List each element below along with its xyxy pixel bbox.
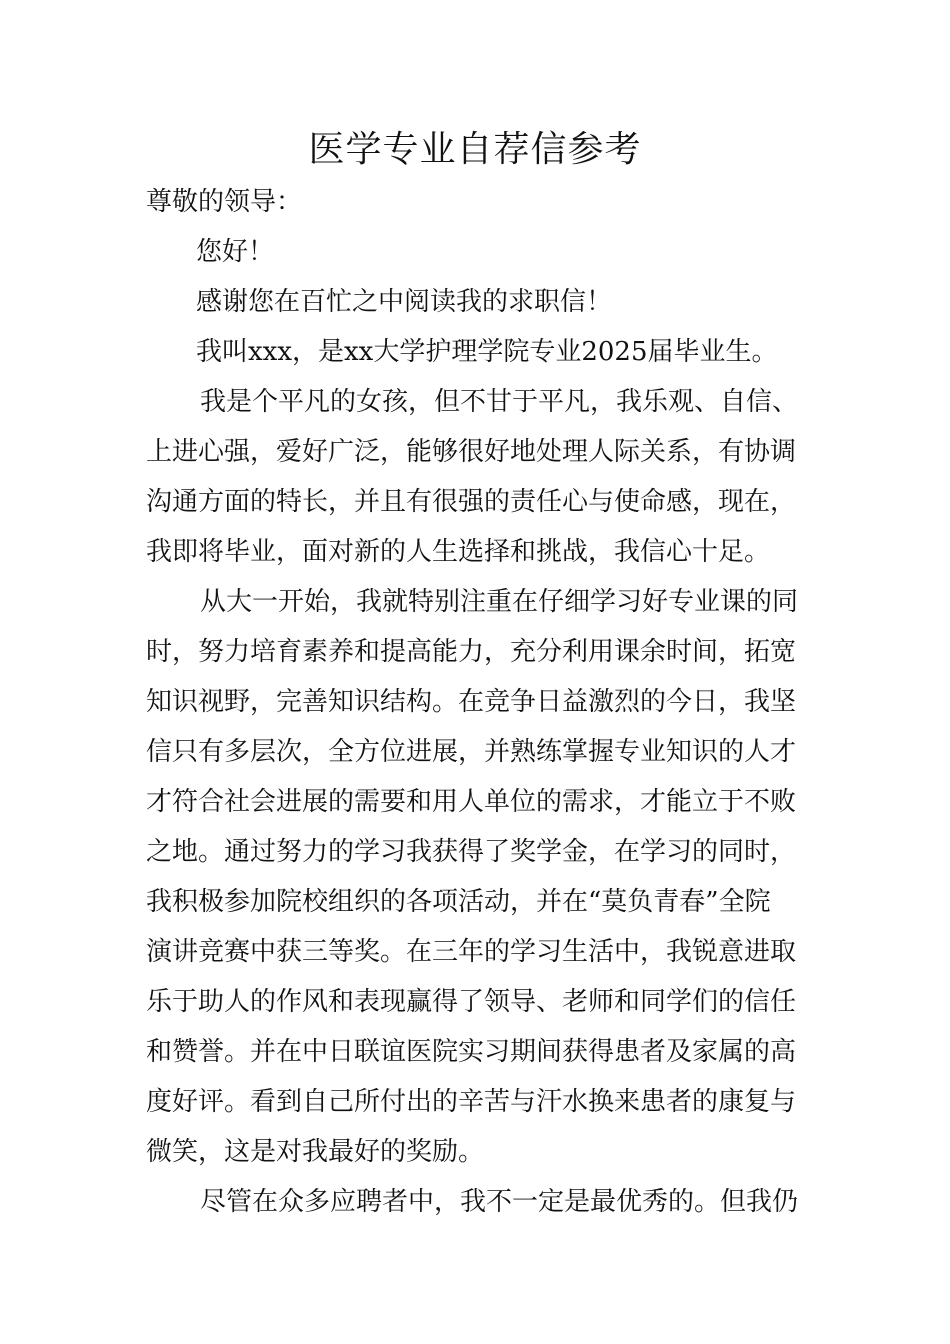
paragraph-2-line-11: 度好评。看到自己所付出的辛苦与汗水换来患者的康复与 bbox=[146, 1087, 797, 1117]
paragraph-2-line-3: 知识视野，完善知识结构。在竞争日益激烈的今日，我坚 bbox=[146, 687, 797, 717]
paragraph-2-line-10: 和赞誉。并在中日联谊医院实习期间获得患者及家属的高 bbox=[146, 1037, 797, 1067]
salutation: 尊敬的领导： bbox=[146, 187, 303, 217]
paragraph-2-line-2: 时，努力培育素养和提高能力，充分利用课余时间，拓宽 bbox=[146, 637, 797, 667]
paragraph-2-line-9: 乐于助人的作风和表现赢得了领导、老师和同学们的信任 bbox=[146, 987, 797, 1017]
thanks-line: 感谢您在百忙之中阅读我的求职信！ bbox=[196, 287, 613, 317]
paragraph-1-line-2: 上进心强，爱好广泛，能够很好地处理人际关系，有协调 bbox=[146, 437, 797, 467]
paragraph-2-line-4: 信只有多层次，全方位进展，并熟练掌握专业知识的人才 bbox=[146, 737, 797, 767]
paragraph-2-line-5: 才符合社会进展的需要和用人单位的需求，才能立于不败 bbox=[146, 787, 797, 817]
intro-line: 我叫xxx，是xx大学护理学院专业2025届毕业生。 bbox=[196, 337, 778, 367]
paragraph-3-line-1: 尽管在众多应聘者中，我不一定是最优秀的。但我仍 bbox=[200, 1187, 799, 1217]
paragraph-1-line-3: 沟通方面的特长，并且有很强的责任心与使命感，现在， bbox=[146, 487, 797, 517]
greeting: 您好！ bbox=[196, 237, 275, 267]
paragraph-1-line-4: 我即将毕业，面对新的人生选择和挑战，我信心十足。 bbox=[146, 537, 771, 567]
paragraph-2-line-1: 从大一开始，我就特别注重在仔细学习好专业课的同 bbox=[200, 587, 799, 617]
paragraph-2-line-8: 演讲竞赛中获三等奖。在三年的学习生活中，我锐意进取 bbox=[146, 937, 797, 967]
paragraph-2-line-6: 之地。通过努力的学习我获得了奖学金，在学习的同时， bbox=[146, 837, 797, 867]
document-title: 医学专业自荐信参考 bbox=[308, 129, 642, 170]
paragraph-1-line-1: 我是个平凡的女孩，但不甘于平凡，我乐观、自信、 bbox=[200, 387, 799, 417]
paragraph-2-line-7: 我积极参加院校组织的各项活动，并在“莫负青春”全院 bbox=[146, 887, 771, 917]
paragraph-2-line-12: 微笑，这是对我最好的奖励。 bbox=[146, 1137, 485, 1167]
